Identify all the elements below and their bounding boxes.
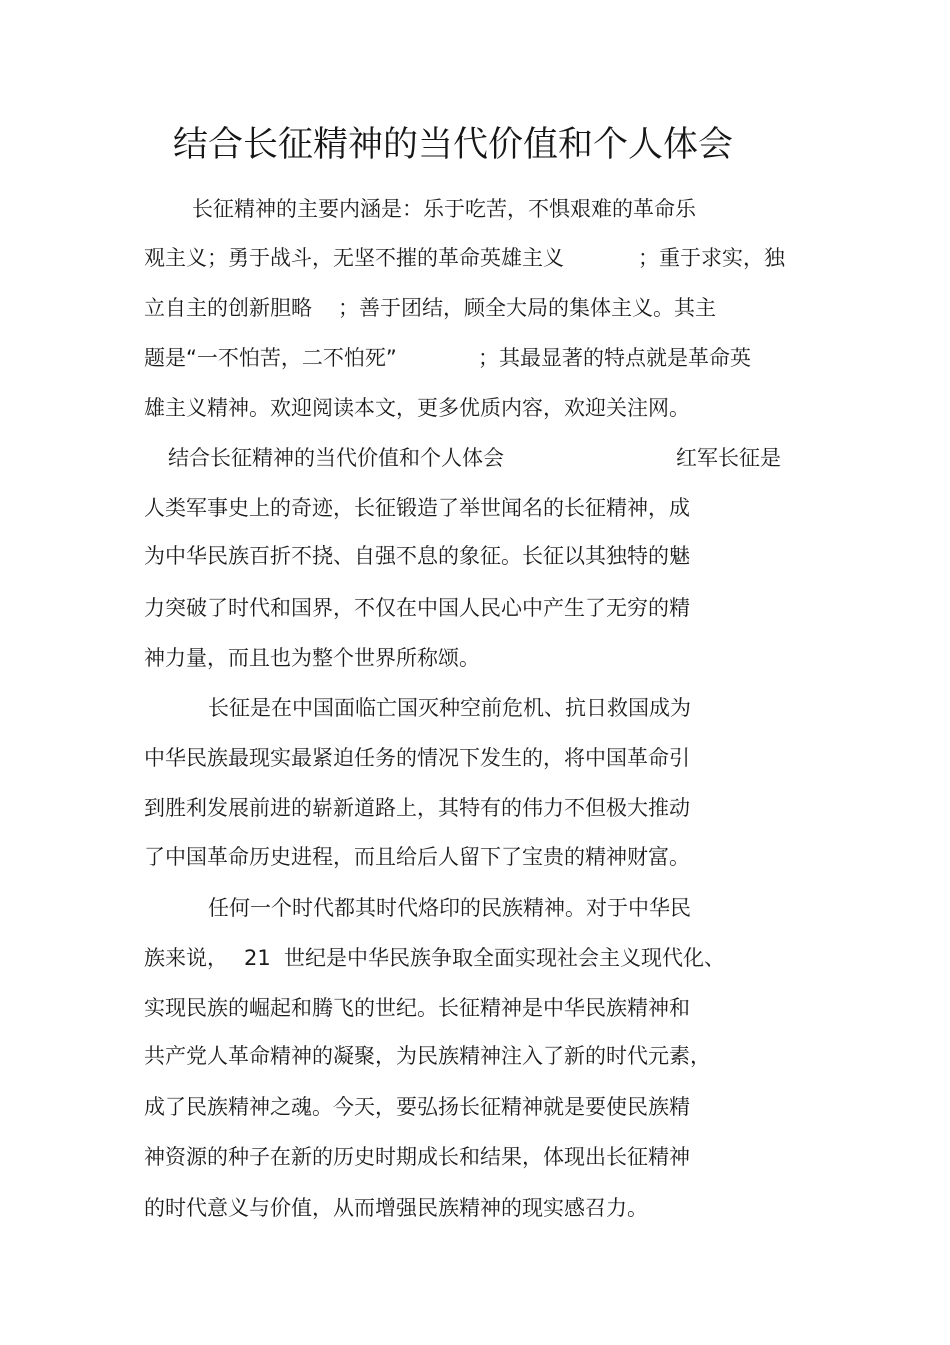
- body-line: 实现民族的崛起和腾飞的世纪。长征精神是中华民族精神和: [144, 996, 690, 1020]
- body-line: 题是“一不怕苦，二不怕死”: [144, 346, 397, 370]
- body-line: 神资源的种子在新的历史时期成长和结果，体现出长征精神: [144, 1145, 690, 1169]
- body-line: 神力量，而且也为整个世界所称颂。: [144, 646, 480, 670]
- body-line: 力突破了时代和国界，不仅在中国人民心中产生了无穷的精: [144, 596, 690, 620]
- body-line: 成了民族精神之魂。今天，要弘扬长征精神就是要使民族精: [144, 1095, 690, 1119]
- body-line: 了中国革命历史进程，而且给后人留下了宝贵的精神财富。: [144, 845, 690, 869]
- body-line: 21: [244, 946, 271, 970]
- body-line: 红军长征是: [676, 446, 781, 470]
- body-line: ；其最显著的特点就是革命英: [478, 346, 751, 370]
- body-line: 到胜利发展前进的崭新道路上，其特有的伟力不但极大推动: [144, 796, 690, 820]
- body-line: ；善于团结，顾全大局的集体主义。其主: [338, 296, 716, 320]
- document-title: 结合长征精神的当代价值和个人体会: [172, 125, 733, 165]
- body-line: 族来说，: [144, 946, 228, 970]
- body-line: 观主义；勇于战斗，无坚不摧的革命英雄主义: [144, 246, 564, 270]
- body-line: 结合长征精神的当代价值和个人体会: [168, 446, 504, 470]
- body-line: ；重于求实，独: [638, 246, 785, 270]
- body-line: 人类军事史上的奇迹，长征锻造了举世闻名的长征精神，成: [144, 496, 690, 520]
- body-line: 雄主义精神。欢迎阅读本文，更多优质内容，欢迎关注网。: [144, 396, 690, 420]
- body-line: 立自主的创新胆略: [144, 296, 312, 320]
- body-line: 长征精神的主要内涵是：乐于吃苦，不惧艰难的革命乐: [192, 197, 696, 221]
- body-line: 世纪是中华民族争取全面实现社会主义现代化、: [284, 946, 725, 970]
- body-line: 为中华民族百折不挠、自强不息的象征。长征以其独特的魅: [144, 544, 690, 568]
- body-line: 任何一个时代都其时代烙印的民族精神。对于中华民: [208, 896, 691, 920]
- body-line: 共产党人革命精神的凝聚，为民族精神注入了新的时代元素，: [144, 1044, 711, 1068]
- body-line: 的时代意义与价值，从而增强民族精神的现实感召力。: [144, 1196, 648, 1220]
- body-line: 长征是在中国面临亡国灭种空前危机、抗日救国成为: [208, 696, 691, 720]
- body-line: 中华民族最现实最紧迫任务的情况下发生的，将中国革命引: [144, 746, 690, 770]
